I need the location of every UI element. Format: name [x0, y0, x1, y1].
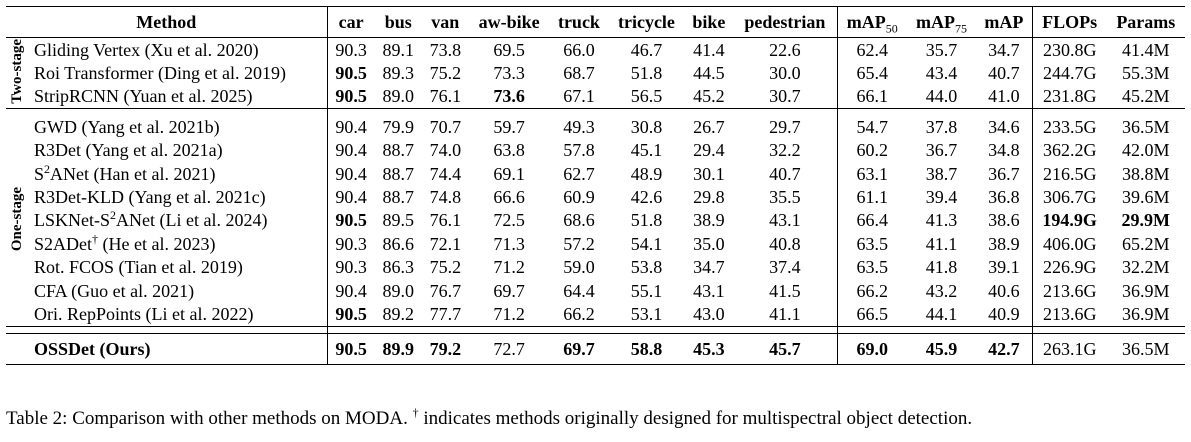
value-cell: 36.5M	[1122, 116, 1170, 137]
value-cell: 77.7	[429, 303, 462, 324]
value-cell: 41.3	[925, 210, 958, 231]
value-cell: 406.0G	[1032, 232, 1106, 255]
caption-prefix: Table 2: Comparison with other methods on MODA.	[6, 408, 408, 429]
value-cell: 44.5	[693, 63, 725, 84]
value-cell: 36.9M	[1122, 303, 1170, 324]
caption-suffix: indicates methods originally designed for multispectral object detection.	[423, 408, 973, 429]
value-cell: 43.1	[693, 280, 725, 301]
group-label: Two-stage	[8, 39, 25, 104]
method-name: Rot. FCOS (Tian et al. 2019)	[34, 257, 243, 278]
value-cell: 68.6	[563, 210, 595, 231]
group-label-cell	[6, 115, 28, 326]
value-cell: 40.7	[988, 63, 1020, 84]
value-cell: 362.2G	[1032, 139, 1106, 162]
value-cell: 34.6	[988, 116, 1020, 137]
value-cell: 67.1	[563, 86, 595, 107]
value-cell: 29.8	[693, 187, 725, 208]
value-cell: 90.4	[327, 279, 375, 302]
value-cell: 72.7	[469, 333, 550, 364]
table-row	[6, 279, 1185, 302]
value-cell: 42.0M	[1122, 140, 1170, 161]
value-cell: 37.4	[769, 257, 801, 278]
spacer-cell	[733, 326, 837, 333]
value-cell: 306.7G	[1032, 185, 1106, 208]
value-cell: 43.2	[925, 280, 958, 301]
header-metric-sub: 75	[954, 21, 967, 36]
value-cell: 40.6	[988, 280, 1020, 301]
value-cell: 90.3	[327, 38, 375, 62]
spacer-cell	[608, 326, 684, 333]
group-label-cell	[6, 38, 28, 109]
method-part: S	[34, 163, 45, 184]
value-cell: 89.0	[382, 280, 414, 301]
value-cell: 46.7	[630, 39, 663, 60]
spacer-cell	[837, 326, 907, 333]
value-cell: 30.1	[693, 163, 725, 184]
value-cell: 38.9	[693, 210, 725, 231]
header-bike: bike	[684, 7, 733, 38]
value-cell: 71.2	[493, 303, 525, 324]
value-cell: 45.2	[693, 86, 725, 107]
value-cell: 35.7	[925, 39, 958, 60]
value-cell: 57.2	[563, 233, 595, 254]
value-cell: 60.9	[563, 187, 595, 208]
value-cell: 45.9	[907, 333, 976, 364]
value-cell: 89.0	[382, 86, 414, 107]
value-cell: 73.3	[493, 63, 525, 84]
value-cell: 73.8	[429, 39, 462, 60]
value-cell: 30.7	[769, 86, 801, 107]
value-cell: 41.4	[693, 39, 725, 60]
spacer-cell	[976, 326, 1032, 333]
value-cell: 90.5	[327, 333, 375, 364]
value-cell: 26.7	[693, 116, 725, 137]
value-cell: 41.0	[988, 86, 1020, 107]
table-row	[6, 115, 1185, 138]
method-sup: †	[92, 231, 98, 246]
value-cell: 69.7	[493, 280, 525, 301]
value-cell: 38.6	[988, 210, 1020, 231]
header-metric-0	[837, 7, 907, 38]
header-params: Params	[1107, 7, 1185, 38]
value-cell: 63.5	[837, 256, 907, 279]
spacer-cell	[327, 326, 375, 333]
method-name: R3Det-KLD (Yang et al. 2021c)	[34, 187, 266, 208]
value-cell: 194.9G	[1032, 209, 1106, 232]
value-cell: 90.3	[327, 232, 375, 255]
value-cell: 42.6	[630, 187, 663, 208]
header-flops: FLOPs	[1032, 7, 1106, 38]
method-name	[28, 209, 327, 232]
header-metric-base: mAP	[915, 12, 955, 32]
value-cell: 54.1	[630, 233, 663, 254]
spacer-cell	[422, 326, 469, 333]
value-cell: 62.4	[837, 38, 907, 62]
value-cell: 60.2	[837, 139, 907, 162]
value-cell: 69.1	[493, 163, 525, 184]
value-cell: 89.3	[382, 63, 414, 84]
group-spacer	[6, 326, 1185, 333]
header-metric-2	[976, 7, 1032, 38]
spacer-cell	[469, 326, 550, 333]
value-cell: 29.4	[693, 140, 725, 161]
value-cell: 57.8	[563, 140, 595, 161]
value-cell: 30.0	[769, 63, 801, 84]
value-cell: 58.8	[608, 333, 684, 364]
value-cell: 72.5	[493, 210, 525, 231]
value-cell: 39.6M	[1122, 187, 1170, 208]
value-cell: 213.6G	[1032, 279, 1106, 302]
value-cell: 53.1	[630, 303, 663, 324]
header-metric-sub: 50	[885, 21, 898, 36]
value-cell: 90.5	[327, 302, 375, 326]
value-cell: 86.6	[382, 233, 414, 254]
value-cell: 32.2	[769, 140, 801, 161]
value-cell: 66.2	[563, 303, 595, 324]
value-cell: 65.2M	[1122, 233, 1170, 254]
table-row	[6, 302, 1185, 326]
method-name: CFA (Guo et al. 2021)	[34, 280, 195, 301]
value-cell: 61.1	[837, 185, 907, 208]
ours-label-cell	[6, 333, 28, 364]
table-row	[6, 38, 1185, 62]
value-cell: 66.0	[563, 39, 595, 60]
results-table-container	[6, 6, 1185, 365]
header-aw-bike: aw-bike	[469, 7, 550, 38]
value-cell: 34.7	[693, 257, 725, 278]
value-cell: 40.7	[769, 163, 801, 184]
value-cell: 74.4	[429, 163, 462, 184]
group-label: One-stage	[8, 186, 25, 251]
value-cell: 62.7	[563, 163, 595, 184]
method-name	[28, 232, 327, 255]
value-cell: 226.9G	[1032, 256, 1106, 279]
value-cell: 90.5	[327, 209, 375, 232]
value-cell: 75.2	[429, 63, 462, 84]
value-cell: 39.4	[925, 187, 958, 208]
value-cell: 64.4	[563, 280, 595, 301]
value-cell: 68.7	[563, 63, 595, 84]
value-cell: 66.4	[837, 209, 907, 232]
value-cell: 66.5	[837, 302, 907, 326]
header-pedestrian: pedestrian	[733, 7, 837, 38]
spacer-cell	[375, 326, 422, 333]
value-cell: 90.5	[327, 61, 375, 84]
table-row	[6, 139, 1185, 162]
header-metric-base: mAP	[846, 12, 886, 32]
value-cell: 69.0	[837, 333, 907, 364]
value-cell: 72.1	[429, 233, 462, 254]
value-cell: 216.5G	[1032, 162, 1106, 185]
table-header-row	[6, 7, 1185, 38]
method-name: StripRCNN (Yuan et al. 2025)	[34, 86, 253, 107]
value-cell: 30.8	[630, 116, 663, 137]
value-cell: 233.5G	[1032, 115, 1106, 138]
method-name: Roi Transformer (Ding et al. 2019)	[34, 63, 286, 84]
value-cell: 89.2	[382, 303, 414, 324]
value-cell: 43.1	[769, 210, 801, 231]
value-cell: 38.9	[988, 233, 1020, 254]
value-cell: 48.9	[630, 163, 663, 184]
table-row	[6, 85, 1185, 109]
method-name-ours: OSSDet (Ours)	[28, 333, 327, 364]
value-cell: 69.7	[549, 333, 608, 364]
value-cell: 90.4	[327, 139, 375, 162]
value-cell: 86.3	[382, 257, 414, 278]
spacer-cell	[1032, 326, 1106, 333]
value-cell: 74.8	[429, 187, 462, 208]
value-cell: 74.0	[429, 140, 462, 161]
value-cell: 53.8	[630, 257, 663, 278]
value-cell: 29.7	[769, 116, 801, 137]
value-cell: 41.8	[925, 257, 958, 278]
value-cell: 89.5	[382, 210, 414, 231]
value-cell: 45.7	[733, 333, 837, 364]
value-cell: 70.7	[429, 116, 462, 137]
table-row	[6, 61, 1185, 84]
table-row	[6, 162, 1185, 185]
method-name	[28, 162, 327, 185]
value-cell: 55.1	[630, 280, 663, 301]
spacer-cell	[28, 326, 327, 333]
value-cell: 42.7	[976, 333, 1032, 364]
value-cell: 230.8G	[1032, 38, 1106, 62]
value-cell: 66.1	[837, 85, 907, 109]
spacer-cell	[549, 326, 608, 333]
value-cell: 43.4	[925, 63, 958, 84]
value-cell: 41.5	[769, 280, 801, 301]
spacer-cell	[1107, 326, 1185, 333]
method-part: S2ADet	[34, 233, 92, 254]
table-row-ours	[6, 333, 1185, 364]
value-cell: 63.8	[493, 140, 525, 161]
value-cell: 59.0	[563, 257, 595, 278]
value-cell: 51.8	[630, 210, 663, 231]
value-cell: 38.7	[925, 163, 958, 184]
value-cell: 54.7	[837, 115, 907, 138]
method-sup: 2	[44, 161, 51, 176]
method-name: Gliding Vertex (Xu et al. 2020)	[34, 39, 259, 60]
header-bus: bus	[375, 7, 422, 38]
value-cell: 69.5	[493, 39, 525, 60]
value-cell: 90.4	[327, 115, 375, 138]
header-method: Method	[6, 7, 327, 38]
table-row	[6, 209, 1185, 232]
value-cell: 36.5M	[1107, 333, 1185, 364]
value-cell: 213.6G	[1032, 302, 1106, 326]
caption-dagger: †	[412, 405, 419, 420]
header-van: van	[422, 7, 469, 38]
value-cell: 36.7	[988, 163, 1020, 184]
value-cell: 90.4	[327, 162, 375, 185]
value-cell: 90.5	[327, 85, 375, 109]
value-cell: 231.8G	[1032, 85, 1106, 109]
value-cell: 63.5	[837, 232, 907, 255]
value-cell: 51.8	[630, 63, 663, 84]
value-cell: 40.9	[988, 303, 1020, 324]
value-cell: 71.2	[493, 257, 525, 278]
value-cell: 22.6	[769, 39, 801, 60]
header-metric-base: mAP	[984, 12, 1024, 32]
header-truck: truck	[549, 7, 608, 38]
method-name: R3Det (Yang et al. 2021a)	[34, 140, 223, 161]
table-body	[6, 38, 1185, 365]
method-part: LSKNet-S	[34, 210, 110, 231]
value-cell: 244.7G	[1032, 61, 1106, 84]
value-cell: 32.2M	[1122, 257, 1170, 278]
value-cell: 88.7	[382, 187, 414, 208]
spacer-cell	[684, 326, 733, 333]
table-row	[6, 232, 1185, 255]
value-cell: 88.7	[382, 140, 414, 161]
value-cell: 36.7	[925, 140, 958, 161]
value-cell: 89.1	[382, 39, 414, 60]
value-cell: 45.2M	[1122, 86, 1170, 107]
method-name: Ori. RepPoints (Li et al. 2022)	[34, 303, 254, 324]
value-cell: 89.9	[375, 333, 422, 364]
value-cell: 71.3	[493, 233, 525, 254]
value-cell: 73.6	[493, 86, 525, 107]
value-cell: 36.8	[988, 187, 1020, 208]
value-cell: 45.1	[630, 140, 663, 161]
results-table	[6, 6, 1185, 365]
value-cell: 63.1	[837, 162, 907, 185]
value-cell: 59.7	[493, 116, 525, 137]
table-row	[6, 185, 1185, 208]
table-row	[6, 256, 1185, 279]
value-cell: 79.9	[382, 116, 414, 137]
value-cell: 75.2	[429, 257, 462, 278]
value-cell: 34.7	[988, 39, 1020, 60]
spacer-cell	[907, 326, 976, 333]
value-cell: 45.3	[684, 333, 733, 364]
value-cell: 88.7	[382, 163, 414, 184]
method-part: (He et al. 2023)	[98, 233, 216, 254]
header-tricycle: tricycle	[608, 7, 684, 38]
value-cell: 44.1	[925, 303, 958, 324]
spacer-cell	[6, 326, 28, 333]
value-cell: 76.1	[429, 86, 462, 107]
value-cell: 66.6	[493, 187, 525, 208]
value-cell: 76.1	[429, 210, 462, 231]
value-cell: 263.1G	[1032, 333, 1106, 364]
header-car: car	[327, 7, 375, 38]
method-part: ANet (Li et al. 2024)	[116, 210, 268, 231]
value-cell: 49.3	[563, 116, 595, 137]
value-cell: 41.1	[769, 303, 801, 324]
value-cell: 41.1	[925, 233, 958, 254]
value-cell: 43.0	[693, 303, 725, 324]
value-cell: 44.0	[925, 86, 958, 107]
value-cell: 41.4M	[1122, 39, 1170, 60]
value-cell: 56.5	[630, 86, 663, 107]
table-caption	[6, 405, 1185, 430]
method-sup: 2	[110, 208, 116, 223]
value-cell: 35.0	[693, 233, 725, 254]
method-name: GWD (Yang et al. 2021b)	[34, 116, 220, 137]
value-cell: 38.8M	[1122, 163, 1170, 184]
value-cell: 40.8	[769, 233, 801, 254]
method-part: ANet (Han et al. 2021)	[50, 163, 216, 184]
value-cell: 76.7	[429, 280, 462, 301]
value-cell: 36.9M	[1122, 280, 1170, 301]
value-cell: 90.3	[327, 256, 375, 279]
value-cell: 29.9M	[1121, 210, 1171, 231]
value-cell: 37.8	[925, 116, 958, 137]
value-cell: 39.1	[988, 257, 1020, 278]
value-cell: 79.2	[422, 333, 469, 364]
value-cell: 66.2	[837, 279, 907, 302]
header-metric-1	[907, 7, 976, 38]
value-cell: 34.8	[988, 140, 1020, 161]
value-cell: 90.4	[327, 185, 375, 208]
value-cell: 65.4	[837, 61, 907, 84]
value-cell: 55.3M	[1122, 63, 1170, 84]
value-cell: 35.5	[769, 187, 801, 208]
